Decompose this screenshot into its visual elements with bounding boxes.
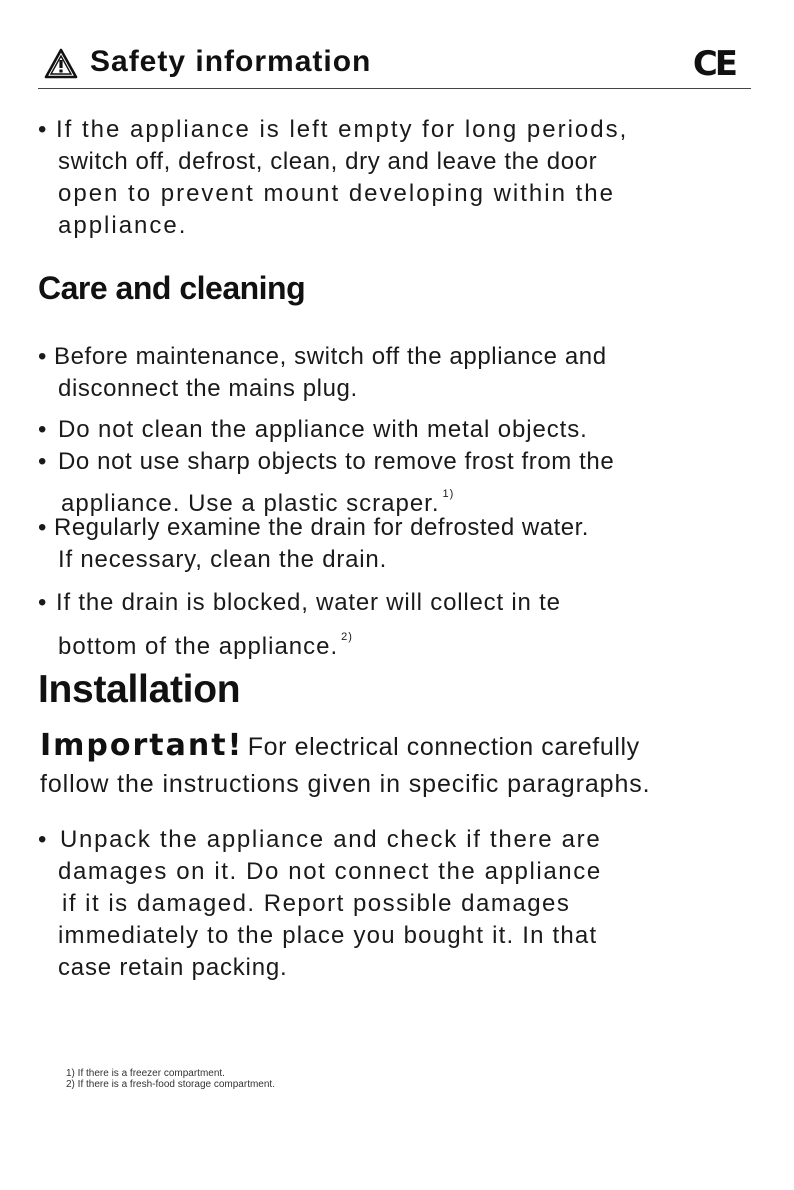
important-note — [40, 728, 760, 799]
text-line: case retain packing. — [58, 954, 288, 981]
text-line: bottom of the appliance. — [58, 633, 339, 660]
care-section-title: Care and cleaning — [38, 270, 306, 306]
bullet-dot-icon: • — [38, 448, 48, 475]
text-line: switch off, defrost, clean, dry and leave the door — [58, 148, 598, 175]
footnote-ref-2: 2) — [341, 631, 353, 643]
bullet-dot-icon: • — [38, 514, 47, 541]
text-line: If the drain is blocked, water will collect in te — [56, 589, 561, 616]
important-text-line2: follow the instructions given in specific paragraphs. — [40, 770, 651, 798]
text-line: disconnect the mains plug. — [58, 375, 358, 402]
footnotes — [66, 1068, 275, 1090]
safety-bullet-empty-appliance — [38, 114, 758, 242]
bullet-dot-icon: • — [38, 116, 49, 143]
text-line: appliance. Use a plastic scraper. — [61, 490, 440, 517]
text-line: appliance. — [58, 212, 188, 239]
bullet-dot-icon: • — [38, 826, 49, 853]
text-line: open to prevent mount developing within the — [58, 180, 615, 207]
text-line: Do not clean the appliance with metal objects. — [58, 416, 588, 443]
text-line: Do not use sharp objects to remove frost from the — [58, 448, 615, 475]
footnote-1: 1) If there is a freezer compartment. — [66, 1068, 225, 1079]
important-text: For electrical connection carefully — [247, 733, 640, 761]
bullet-dot-icon: • — [38, 589, 48, 616]
text-line: Before maintenance, switch off the appliance and — [54, 343, 607, 370]
text-line: damages on it. Do not connect the appliance — [58, 858, 602, 885]
installation-section-title: Installation — [38, 668, 241, 711]
text-line: if it is damaged. Report possible damages — [62, 890, 571, 917]
bullet-dot-icon: • — [38, 416, 48, 443]
footnote-ref-1: 1) — [442, 488, 455, 500]
care-bullet-drain — [38, 512, 758, 576]
care-bullet-blocked-drain — [38, 586, 758, 664]
care-bullet-maintenance — [38, 341, 758, 405]
page-header — [38, 42, 751, 89]
text-line: Unpack the appliance and check if there are — [60, 826, 602, 853]
bullet-dot-icon: • — [38, 343, 48, 370]
text-line: Regularly examine the drain for defrosted water. — [54, 514, 589, 541]
text-line: If necessary, clean the drain. — [58, 546, 388, 573]
page-title: Safety information — [90, 45, 372, 78]
care-bullet-metal-objects — [38, 414, 758, 446]
installation-bullet-unpack — [38, 824, 758, 984]
ce-mark-logo: CE — [692, 44, 735, 84]
footnote-2: 2) If there is a fresh-food storage compartment. — [66, 1079, 275, 1090]
warning-triangle-icon — [44, 48, 78, 80]
text-line: If the appliance is left empty for long periods, — [56, 116, 629, 143]
care-bullet-sharp-objects — [38, 446, 758, 520]
text-line: immediately to the place you bought it. In that — [58, 922, 598, 949]
important-label: Important! — [40, 728, 244, 763]
